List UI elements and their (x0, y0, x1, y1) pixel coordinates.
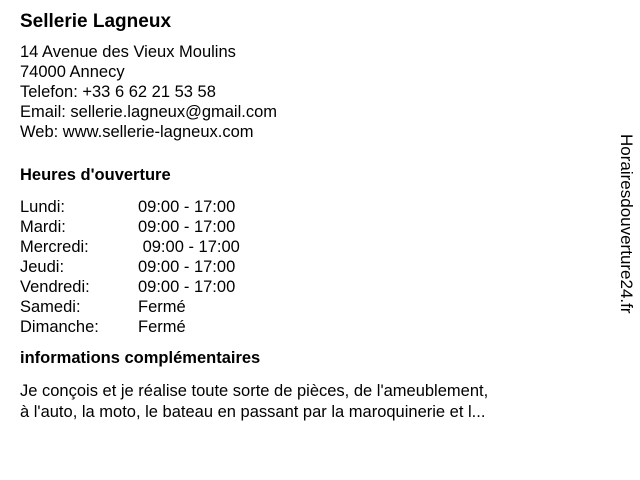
hours-row-thursday (20, 257, 610, 277)
day-hours: Fermé (138, 318, 186, 336)
address-line-2: 74000 Annecy (20, 63, 125, 81)
hours-row-monday (20, 197, 610, 217)
address-line-1: 14 Avenue des Vieux Moulins (20, 43, 236, 61)
contact-block (20, 42, 610, 142)
day-hours: 09:00 - 17:00 (138, 198, 236, 216)
business-description: Je conçois et je réalise toute sorte de pièces, de l'ameublement, à l'auto, la moto, le bateau en passant par la maroquinerie et l... (20, 382, 489, 421)
additional-info-heading: informations complémentaires (20, 349, 261, 367)
day-label: Samedi: (20, 298, 81, 316)
business-name: Sellerie Lagneux (20, 11, 172, 32)
opening-hours-table (20, 197, 610, 337)
day-label: Dimanche: (20, 318, 99, 336)
day-hours: 09:00 - 17:00 (138, 258, 236, 276)
hours-row-sunday (20, 317, 610, 337)
day-label: Mardi: (20, 218, 66, 236)
day-hours: 09:00 - 17:00 (138, 238, 240, 256)
hours-row-tuesday (20, 217, 610, 237)
day-hours: Fermé (138, 298, 186, 316)
day-label: Jeudi: (20, 258, 65, 276)
day-hours: 09:00 - 17:00 (138, 278, 236, 296)
day-label: Mercredi: (20, 238, 89, 256)
day-label: Lundi: (20, 198, 65, 216)
email-line: Email: sellerie.lagneux@gmail.com (20, 103, 278, 121)
day-label: Vendredi: (20, 278, 90, 296)
business-card (20, 10, 610, 423)
hours-row-friday (20, 277, 610, 297)
day-hours: 09:00 - 17:00 (138, 218, 236, 236)
opening-hours-heading: Heures d'ouverture (20, 166, 171, 184)
hours-row-saturday (20, 297, 610, 317)
site-watermark: Horairesdouverture24.fr (617, 134, 636, 314)
web-line: Web: www.sellerie-lagneux.com (20, 123, 254, 141)
phone-line: Telefon: +33 6 62 21 53 58 (20, 83, 216, 101)
hours-row-wednesday (20, 237, 610, 257)
